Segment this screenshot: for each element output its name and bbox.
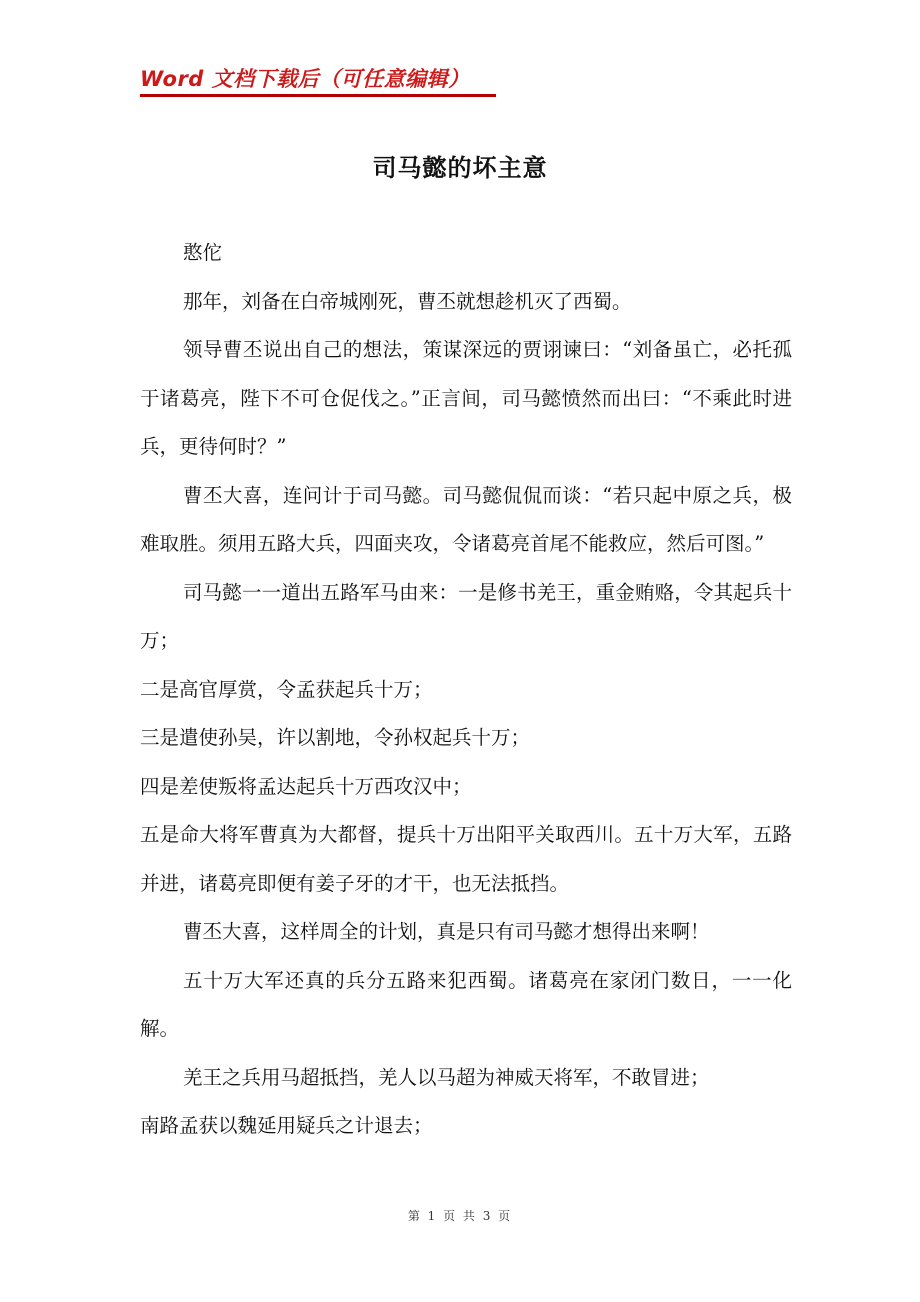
author-line: 憨佗: [183, 241, 223, 264]
paragraph: 二是高官厚赏，令孟获起兵十万；: [140, 677, 433, 701]
paragraph: 领导曹丕说出自己的想法，策谋深远的贾诩谏曰：“刘备虽亡，必托孤于诸葛亮，陛下不可仓促伐之。”正言间，司马懿愤然而出曰：“不乘此时进兵，更待何时？”: [140, 338, 792, 458]
header-banner: [140, 64, 496, 97]
document-body: [140, 229, 792, 1151]
paragraph: 司马懿一一道出五路军马由来：一是修书羌王，重金贿赂，令其起兵十万；: [140, 580, 792, 652]
paragraph: 曹丕大喜，这样周全的计划，真是只有司马懿才想得出来啊！: [183, 920, 710, 943]
banner-underline: [140, 94, 496, 97]
paragraph: 四是差使叛将孟达起兵十万西攻汉中；: [140, 774, 472, 798]
paragraph: 三是遣使孙吴，许以割地，令孙权起兵十万；: [140, 726, 531, 749]
paragraph: 曹丕大喜，连问计于司马懿。司马懿侃侃而谈：“若只起中原之兵，极难取胜。须用五路大兵，四面夹攻，令诸葛亮首尾不能救应，然后可图。”: [140, 483, 792, 555]
paragraph: 羌王之兵用马超抵挡，羌人以马超为神威天将军，不敢冒进；: [183, 1065, 710, 1089]
paragraph: 五是命大将军曹真为大都督，提兵十万出阳平关取西川。五十万大军，五路并进，诸葛亮即便有姜子牙的才干，也无法抵挡。: [140, 823, 792, 895]
paragraph: 南路孟获以魏延用疑兵之计退去；: [140, 1114, 433, 1137]
banner-text: Word 文档下载后（可任意编辑）: [140, 67, 470, 91]
paragraph: 五十万大军还真的兵分五路来犯西蜀。诸葛亮在家闭门数日，一一化解。: [140, 968, 792, 1040]
paragraph: 那年，刘备在白帝城刚死，曹丕就想趁机灭了西蜀。: [183, 289, 632, 313]
document-title: 司马懿的坏主意: [372, 154, 548, 182]
page-number-footer: 第 1 页 共 3 页: [407, 1209, 513, 1223]
